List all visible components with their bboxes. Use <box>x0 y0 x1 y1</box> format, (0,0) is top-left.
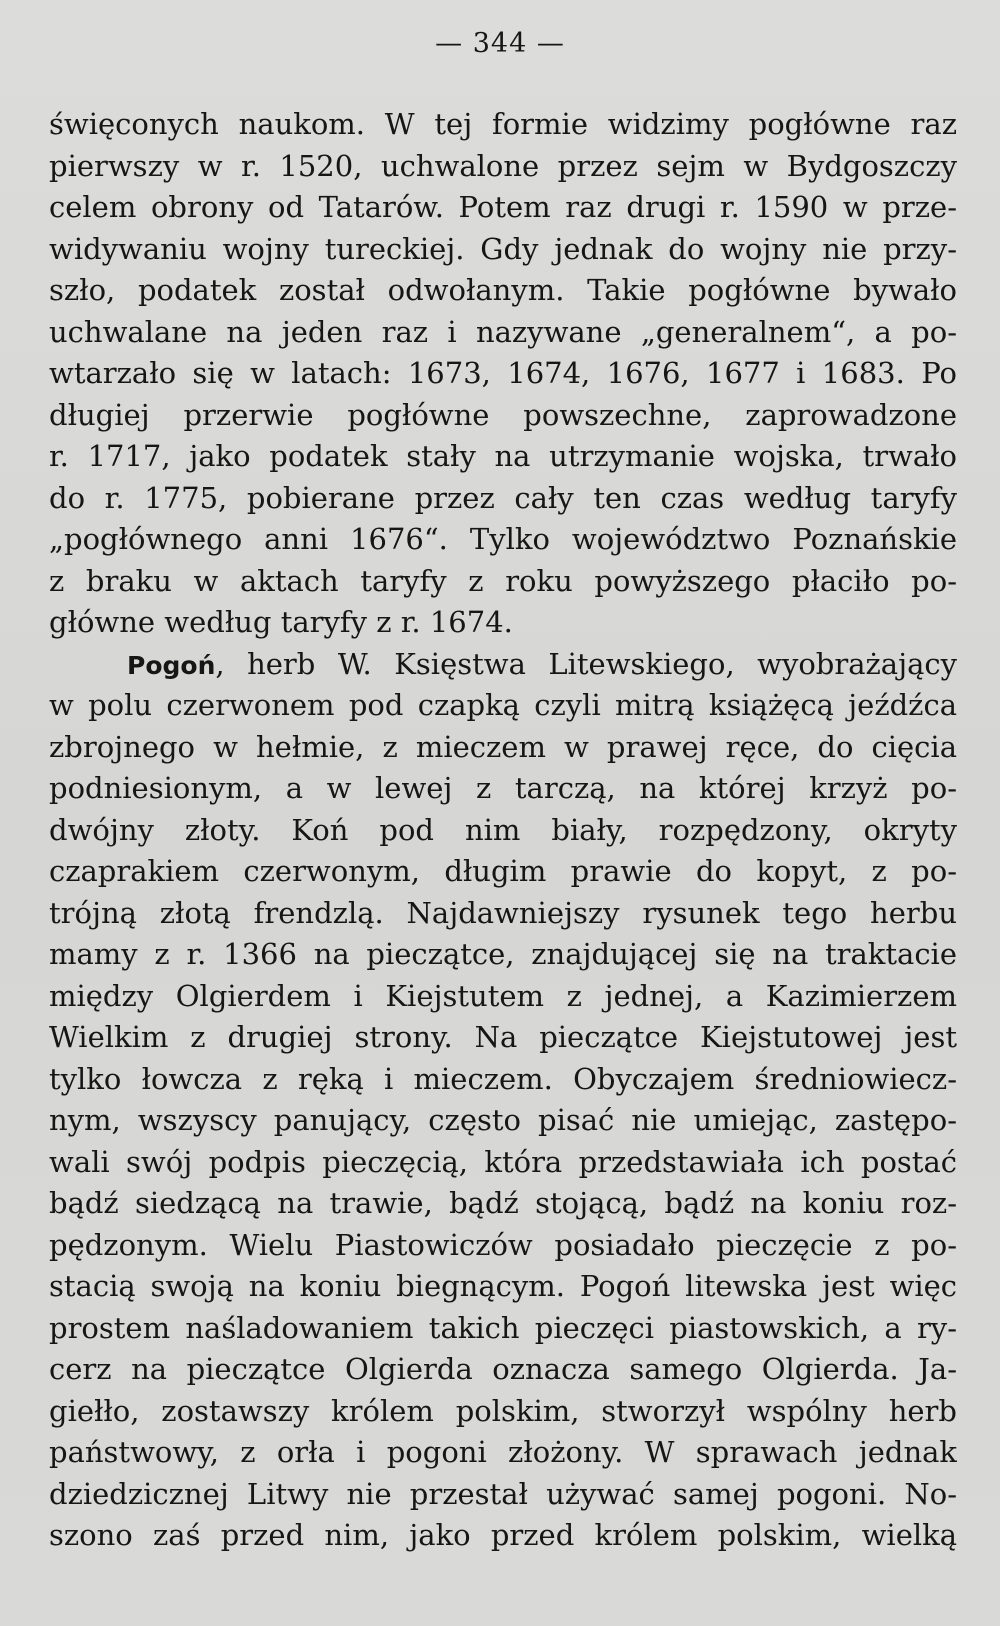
text-line: widywaniu wojny tureckiej. Gdy jednak do wojny nie przy- <box>49 231 957 266</box>
page-number: — 344 — <box>435 28 565 59</box>
text-line: wtarzało się w latach: 1673, 1674, 1676, 1677 i 1683. Po <box>49 356 957 390</box>
text-line: do r. 1775, pobierane przez cały ten czas według taryfy <box>49 480 957 515</box>
entry-first-line-text: , herb W. Księstwa Litewskiego, wyobrażający <box>215 646 957 681</box>
text-line: bądź siedzącą na trawie, bądź stojącą, bądź na koniu roz- <box>49 1186 957 1220</box>
text-line: podniesionym, a w lewej z tarczą, na której krzyż po- <box>49 771 957 805</box>
text-line: nym, wszyscy panujący, często pisać nie umiejąc, zastępo- <box>49 1103 957 1137</box>
text-line: wali swój podpis pieczęcią, która przedstawiała ich postać <box>49 1144 957 1179</box>
text-line: czaprakiem czerwonym, długim prawie do kopyt, z po- <box>49 854 957 888</box>
text-line: zbrojnego w hełmie, z mieczem w prawej ręce, do cięcia <box>49 729 957 764</box>
text-line: „pogłównego anni 1676“. Tylko województwo Poznańskie <box>49 522 957 556</box>
text-line: r. 1717, jako podatek stały na utrzymanie wojska, trwało <box>49 439 957 473</box>
text-line: prostem naśladowaniem takich pieczęci piastowskich, a ry- <box>49 1310 957 1345</box>
text-line: Wielkim z drugiej strony. Na pieczątce Kiejstutowej jest <box>49 1020 957 1054</box>
text-line: trójną złotą frendzlą. Najdawniejszy rysunek tego herbu <box>49 895 957 930</box>
text-line: długiej przerwie pogłówne powszechne, zaprowadzone <box>49 397 957 432</box>
text-line: pędzonym. Wielu Piastowiczów posiadało pieczęcie z po- <box>49 1227 957 1262</box>
text-line: między Olgierdem i Kiejstutem z jednej, a Kazimierzem <box>49 978 957 1013</box>
text-line: celem obrony od Tatarów. Potem raz drugi r. 1590 w prze- <box>49 190 957 224</box>
text-line: cerz na pieczątce Olgierda oznacza samego Olgierda. Ja- <box>49 1352 957 1386</box>
text-line: święconych naukom. W tej formie widzimy pogłówne raz <box>49 107 957 141</box>
text-line: stacią swoją na koniu biegnącym. Pogoń litewska jest więc <box>49 1269 957 1303</box>
text-line: państwowy, z orła i pogoni złożony. W sprawach jednak <box>49 1435 957 1469</box>
text-line: szło, podatek został odwołanym. Takie pogłówne bywało <box>49 273 957 307</box>
body-text <box>49 104 957 1557</box>
text-line: z braku w aktach taryfy z roku powyższego płaciło po- <box>49 563 957 598</box>
text-line: tylko łowcza z ręką i mieczem. Obyczajem średniowiecz- <box>49 1061 957 1096</box>
text-line: w polu czerwonem pod czapką czyli mitrą książęcą jeźdźca <box>49 688 957 722</box>
entry-first-line <box>49 644 957 686</box>
text-line: mamy z r. 1366 na pieczątce, znajdującej się na traktacie <box>49 937 957 971</box>
text-line: dwójny złoty. Koń pod nim biały, rozpędzony, okryty <box>49 812 957 847</box>
entry-headword: Pogoń <box>127 650 216 680</box>
text-line: pierwszy w r. 1520, uchwalone przez sejm w Bydgoszczy <box>49 148 957 183</box>
text-line: szono zaś przed nim, jako przed królem polskim, wielką <box>49 1518 957 1552</box>
text-line: giełło, zostawszy królem polskim, stworzył wspólny herb <box>49 1393 957 1428</box>
text-line: uchwalane na jeden raz i nazywane „generalnem“, a po- <box>49 314 957 349</box>
text-line: główne według taryfy z r. 1674. <box>49 605 513 639</box>
text-line: dziedzicznej Litwy nie przestał używać samej pogoni. No- <box>49 1476 957 1511</box>
